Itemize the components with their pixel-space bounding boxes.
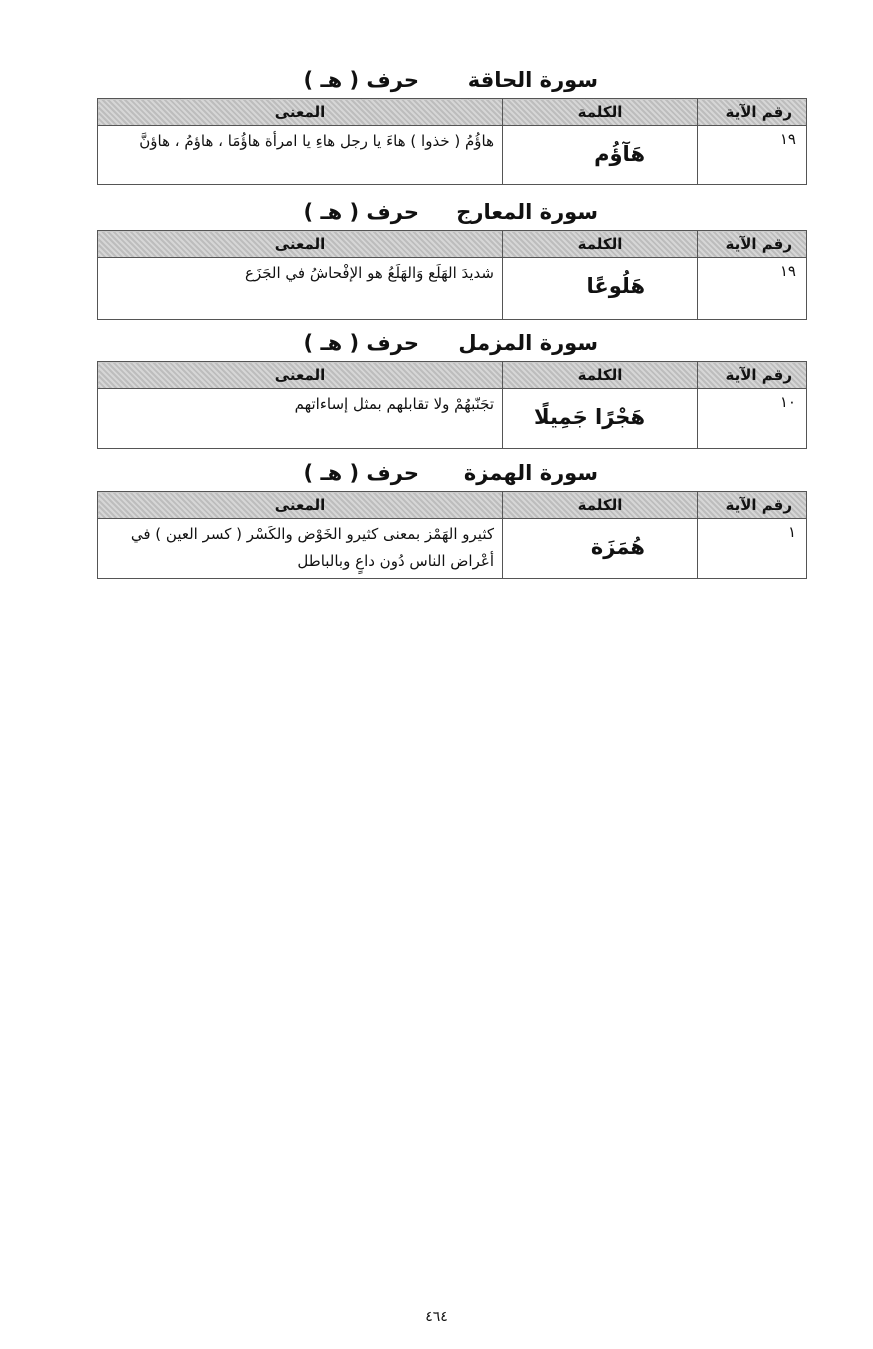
header-meaning: المعنى bbox=[98, 492, 503, 519]
header-meaning: المعنى bbox=[98, 99, 503, 126]
meaning-cell: كثيرو الهَمْز بمعنى كثيرو الخَوْض والكَسْر ( كسر العين ) في أعْراض الناس دُون داعٍ وبالباطل bbox=[98, 519, 503, 579]
section-al-humaza bbox=[97, 461, 806, 579]
header-ayah-number: رقم الآية bbox=[698, 231, 807, 258]
section-al-maarij bbox=[97, 200, 806, 320]
section-heading bbox=[97, 68, 806, 98]
word-cell: هَجْرًا جَمِيلًا bbox=[503, 389, 698, 449]
header-word: الكلمة bbox=[503, 231, 698, 258]
ayah-number-cell: ١٠ bbox=[698, 389, 807, 449]
table-row bbox=[98, 126, 807, 185]
surah-title: سورة المعارج bbox=[456, 200, 598, 224]
surah-title: سورة الحاقة bbox=[467, 68, 598, 92]
ayah-number-cell: ١٩ bbox=[698, 126, 807, 185]
word-cell: هُمَزَة bbox=[503, 519, 698, 579]
meaning-cell: هاؤُمُ ( خذوا ) هاءَ يا رجل هاءِ يا امرأة هاؤُمَا ، هاؤمُ ، هاؤنَّ bbox=[98, 126, 503, 185]
table-row bbox=[98, 258, 807, 320]
table-header-row bbox=[98, 231, 807, 258]
letter-label: حرف ( هـ ) bbox=[303, 68, 419, 92]
section-al-muzzammil bbox=[97, 331, 806, 449]
header-ayah-number: رقم الآية bbox=[698, 99, 807, 126]
ayah-number-cell: ١ bbox=[698, 519, 807, 579]
glossary-table bbox=[97, 491, 807, 579]
letter-label: حرف ( هـ ) bbox=[303, 331, 419, 355]
table-header-row bbox=[98, 492, 807, 519]
header-word: الكلمة bbox=[503, 99, 698, 126]
meaning-cell: تجَنّبهُمْ ولا تقابلهم بمثل إساءاتهم bbox=[98, 389, 503, 449]
section-heading bbox=[97, 200, 806, 230]
section-heading bbox=[97, 461, 806, 491]
table-row bbox=[98, 519, 807, 579]
header-ayah-number: رقم الآية bbox=[698, 492, 807, 519]
table-row bbox=[98, 389, 807, 449]
glossary-table bbox=[97, 361, 807, 449]
header-word: الكلمة bbox=[503, 492, 698, 519]
section-heading bbox=[97, 331, 806, 361]
table-header-row bbox=[98, 99, 807, 126]
page-number: ٤٦٤ bbox=[425, 1309, 448, 1325]
header-word: الكلمة bbox=[503, 362, 698, 389]
word-cell: هَآؤُم bbox=[503, 126, 698, 185]
surah-title: سورة الهمزة bbox=[463, 461, 598, 485]
meaning-cell: شديدَ الهَلَع وَالهَلَعُ هو الإفْحاشُ في الجَزَع bbox=[98, 258, 503, 320]
word-cell: هَلُوعًا bbox=[503, 258, 698, 320]
letter-label: حرف ( هـ ) bbox=[303, 200, 419, 224]
glossary-table bbox=[97, 230, 807, 320]
section-al-haqqa bbox=[97, 68, 806, 185]
ayah-number-cell: ١٩ bbox=[698, 258, 807, 320]
header-ayah-number: رقم الآية bbox=[698, 362, 807, 389]
surah-title: سورة المزمل bbox=[458, 331, 598, 355]
letter-label: حرف ( هـ ) bbox=[303, 461, 419, 485]
header-meaning: المعنى bbox=[98, 362, 503, 389]
table-header-row bbox=[98, 362, 807, 389]
glossary-table bbox=[97, 98, 807, 185]
header-meaning: المعنى bbox=[98, 231, 503, 258]
